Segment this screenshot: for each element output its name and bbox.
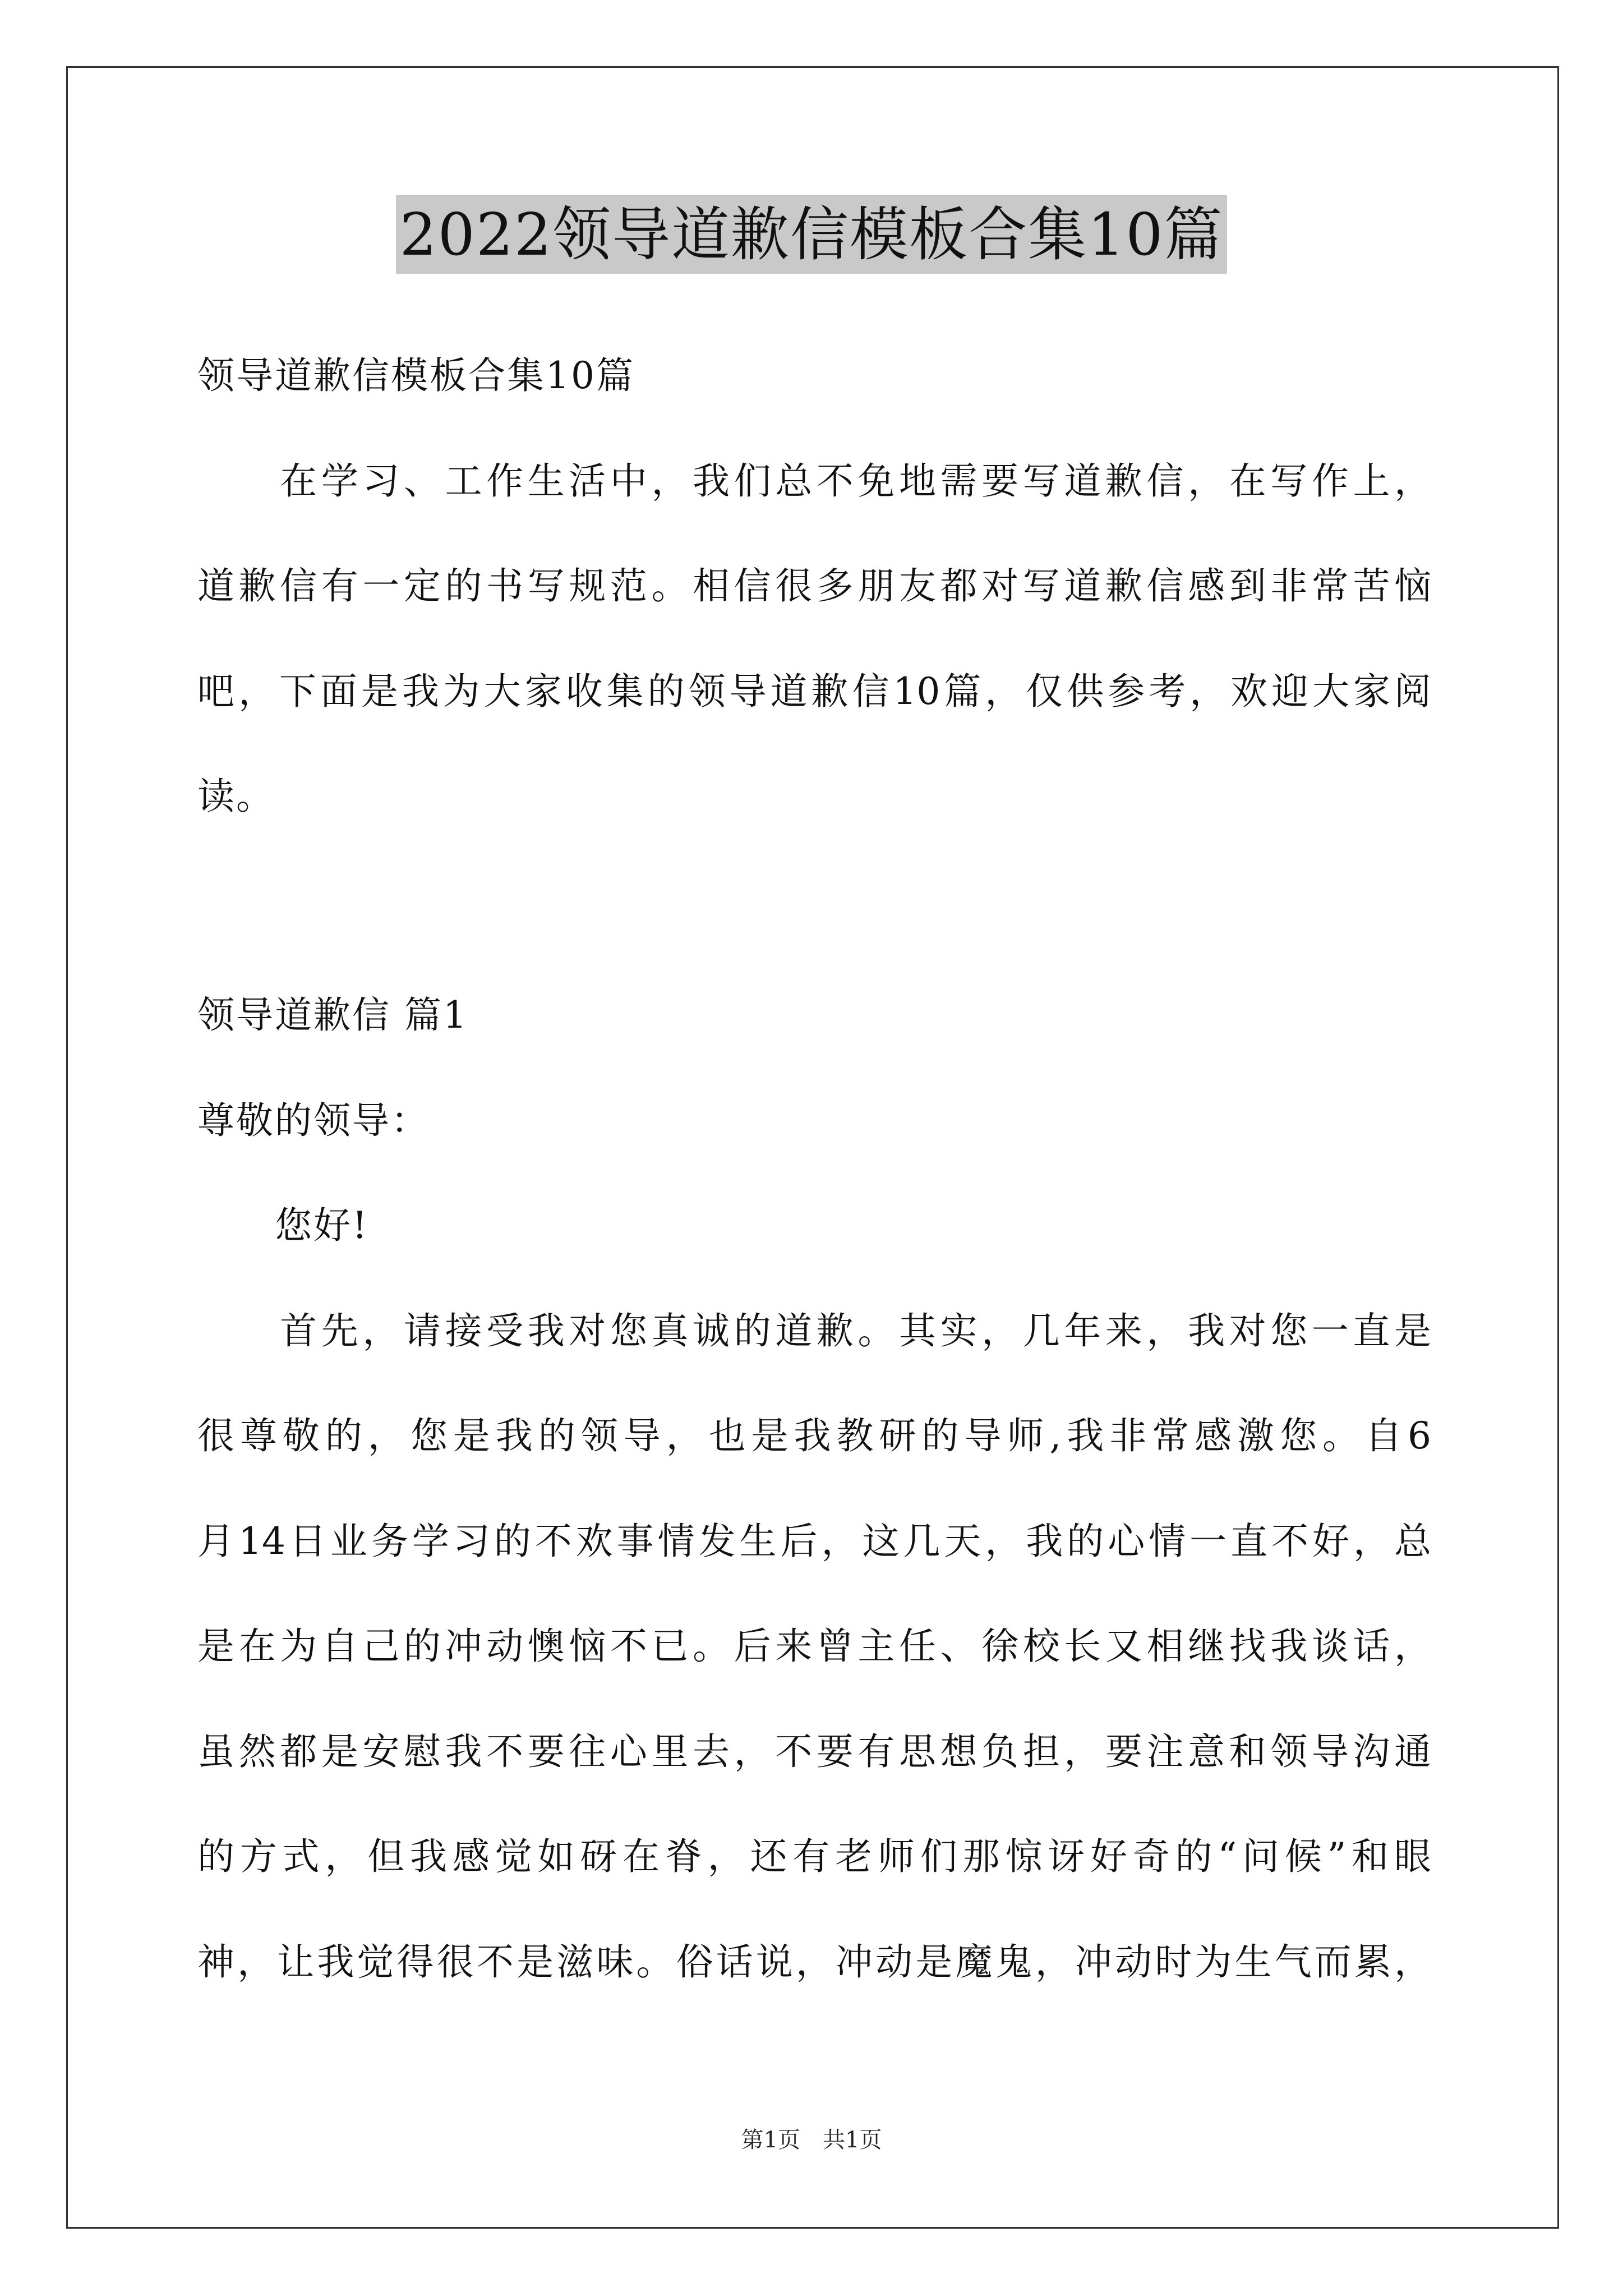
body-line-1: 首先，请接受我对您真诚的道歉。其实，几年来，我对您一直是 <box>197 1309 1431 1352</box>
greeting: 您好! <box>197 1204 369 1247</box>
intro-line-4: 读。 <box>197 775 275 818</box>
intro-line-3: 吧，下面是我为大家收集的领导道歉信10篇，仅供参考，欢迎大家阅 <box>197 670 1431 713</box>
body-line-5: 虽然都是安慰我不要往心里去，不要有思想负担，要注意和领导沟通 <box>197 1730 1431 1773</box>
section-heading: 领导道歉信 篇1 <box>197 993 468 1037</box>
body-line-4: 是在为自己的冲动懊恼不已。后来曾主任、徐校长又相继找我谈话， <box>197 1625 1431 1668</box>
title-container <box>0 195 1623 274</box>
page-footer: 第1页 共1页 <box>741 2127 882 2153</box>
body-line-2: 很尊敬的，您是我的领导，也是我教研的导师,我非常感激您。自6 <box>197 1414 1431 1457</box>
intro-line-2: 道歉信有一定的书写规范。相信很多朋友都对写道歉信感到非常苦恼 <box>197 564 1431 608</box>
intro-line-1: 在学习、工作生活中，我们总不免地需要写道歉信，在写作上， <box>197 459 1431 503</box>
body-line-3: 月14日业务学习的不欢事情发生后，这几天，我的心情一直不好，总 <box>197 1520 1431 1563</box>
body-line-6: 的方式，但我感觉如砑在脊，还有老师们那惊讶好奇的“问候”和眼 <box>197 1835 1431 1878</box>
body-line-7: 神，让我觉得很不是滋味。俗话说，冲动是魔鬼，冲动时为生气而累， <box>197 1940 1431 1984</box>
document-title: 2022领导道歉信模板合集10篇 <box>396 195 1227 274</box>
subtitle-line: 领导道歉信模板合集10篇 <box>197 354 635 397</box>
salutation: 尊敬的领导： <box>197 1099 430 1142</box>
